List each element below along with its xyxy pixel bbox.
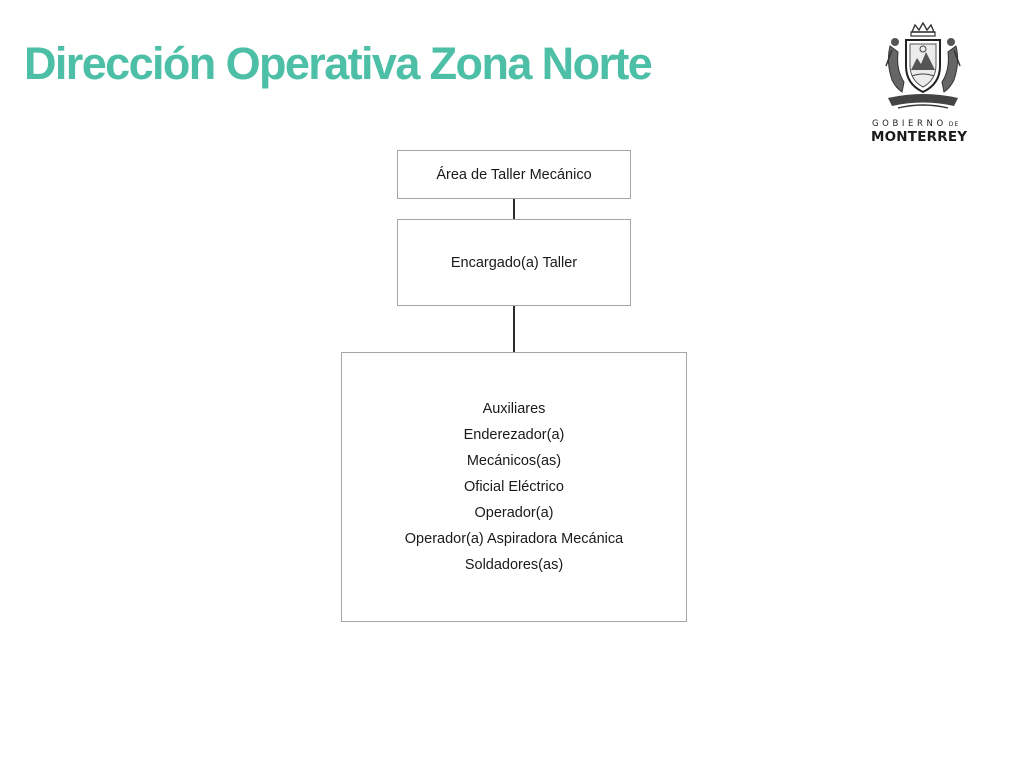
org-node-manager-label: Encargado(a) Taller bbox=[450, 254, 578, 271]
staff-list-item: Oficial Eléctrico bbox=[464, 479, 564, 495]
org-node-area-label: Área de Taller Mecánico bbox=[436, 166, 592, 183]
staff-list-item: Auxiliares bbox=[482, 401, 546, 417]
org-node-area bbox=[397, 150, 631, 199]
coat-of-arms-icon bbox=[882, 22, 964, 116]
logo-text-monterrey: MONTERREY bbox=[871, 129, 968, 145]
staff-list-item: Mecánicos(as) bbox=[466, 453, 562, 469]
staff-list-item: Enderezador(a) bbox=[463, 427, 565, 443]
staff-list bbox=[405, 396, 623, 578]
org-node-manager bbox=[397, 219, 631, 306]
connector-line bbox=[513, 306, 515, 352]
connector-line bbox=[513, 199, 515, 219]
gobierno-monterrey-logo bbox=[862, 22, 982, 147]
org-node-staff bbox=[341, 352, 687, 622]
logo-text-gobierno: GOBIERNO bbox=[872, 119, 947, 129]
logo-text-de: DE bbox=[948, 121, 960, 128]
page-title: Dirección Operativa Zona Norte bbox=[24, 38, 652, 89]
staff-list-item: Soldadores(as) bbox=[464, 557, 564, 573]
staff-list-item: Operador(a) bbox=[474, 505, 554, 521]
staff-list-item: Operador(a) Aspiradora Mecánica bbox=[404, 531, 624, 547]
